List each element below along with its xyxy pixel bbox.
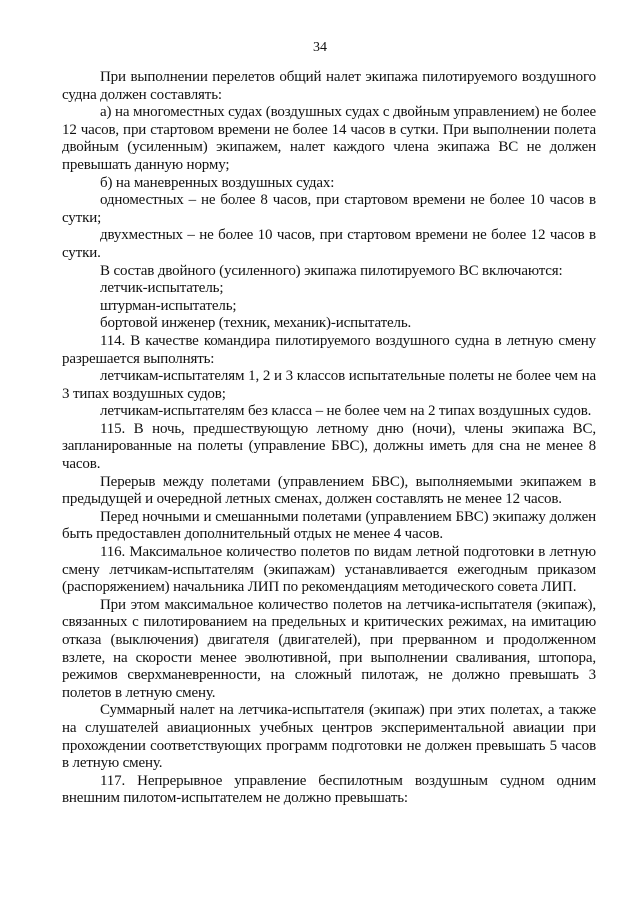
paragraph: б) на маневренных воздушных судах:	[100, 174, 335, 191]
paragraph: При выполнении перелетов общий налет экипажа пилотируемого воздушного судна должен составлять:	[62, 69, 596, 103]
paragraph: 115. В ночь, предшествующую летному дню (ночи), члены экипажа ВС, запланированные на полеты (управление БВС), должны иметь для сна не менее 8 часов.	[62, 420, 596, 473]
paragraph: летчикам-испытателям 1, 2 и 3 классов испытательные полеты не более чем на 3 типах воздушных судов;	[62, 368, 596, 402]
paragraph: а) на многоместных судах (воздушных судах с двойным управлением) не более 12 часов, при стартовом времени не более 14 часов в сутки. При выполнении полета двойным (усиленным) экипажем, налет каждого члена экипажа ВС не должен превышать данную норму;	[62, 104, 596, 173]
page-number: 34	[313, 40, 327, 55]
paragraph: Суммарный налет на летчика-испытателя (экипаж) при этих полетах, а также на слушателей авиационных учебных центров экспериментальной авиации при прохождении соответствующих программ подготовки не должен превышать 5 часов в летную смену.	[62, 702, 596, 772]
paragraph: Перерыв между полетами (управлением БВС), выполняемыми экипажем в предыдущей и очередной летных сменах, должен составлять не менее 12 часов.	[62, 473, 596, 508]
paragraph: двухместных – не более 10 часов, при стартовом времени не более 12 часов в сутки.	[62, 227, 596, 261]
paragraph: Перед ночными и смешанными полетами (управлением БВС) экипажу должен быть предоставлен дополнительный отдых не менее 4 часов.	[62, 508, 596, 543]
paragraph: При этом максимальное количество полетов на летчика-испытателя (экипаж), связанных с пилотированием на предельных и критических режимах, на имитацию отказа (выключения) двигателя (двигателей), при прерванном и продолженном взлете, на скорости менее эволютивной, при выполнении сваливания, штопора, режимов сверхманевренности, на сложный пилотаж, не должно превышать 3 полетов в летную смену.	[62, 596, 596, 701]
paragraph: В состав двойного (усиленного) экипажа пилотируемого ВС включаются:	[100, 262, 563, 279]
paragraph: одноместных – не более 8 часов, при стартовом времени не более 10 часов в сутки;	[62, 192, 596, 226]
paragraph: 114. В качестве командира пилотируемого воздушного судна в летную смену разрешается выполнять:	[62, 332, 596, 367]
document-body	[62, 69, 596, 808]
paragraph: 116. Максимальное количество полетов по видам летной подготовки в летную смену летчикам-испытателям (экипажам) устанавливается ежегодным приказом (распоряжением) начальника ЛИП по рекомендациям методического совета ЛИП.	[62, 544, 596, 596]
list-item: штурман-испытатель;	[100, 297, 237, 314]
list-item: летчик-испытатель;	[100, 280, 224, 297]
list-item: бортовой инженер (техник, механик)-испытатель.	[100, 315, 412, 332]
paragraph: 117. Непрерывное управление беспилотным воздушным судном одним внешним пилотом-испытателем не должно превышать:	[62, 772, 596, 807]
paragraph: летчикам-испытателям без класса – не более чем на 2 типах воздушных судов.	[100, 403, 592, 420]
